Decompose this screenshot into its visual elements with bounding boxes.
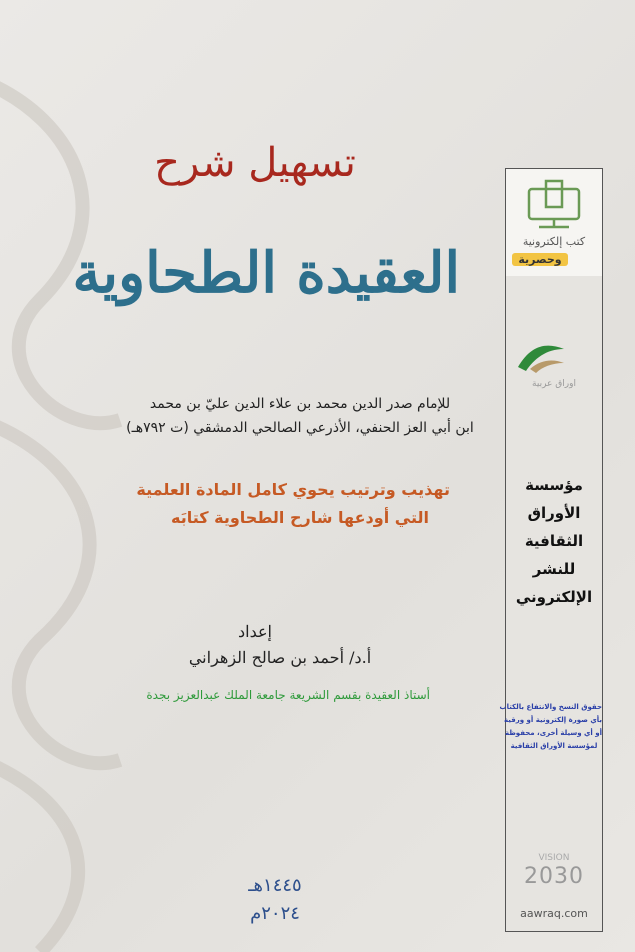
rights-line: بأي صورة إلكترونية أو ورقية bbox=[504, 716, 602, 724]
publisher-line: الثقافية bbox=[524, 532, 584, 550]
rights-line: أو أي وسيلة أخرى، محفوظة bbox=[504, 729, 602, 737]
editor-title: أستاذ العقيدة بقسم الشريعة جامعة الملك عبدالعزيز بجدة bbox=[146, 688, 430, 702]
prepared-by-label: إعداد bbox=[238, 622, 272, 641]
vision-label: VISION bbox=[538, 853, 570, 863]
rights-notice bbox=[499, 701, 602, 753]
subtitle-line2: التي أودعها شارح الطحاوية كتابَه bbox=[171, 508, 429, 527]
publisher-sidebar bbox=[499, 168, 603, 932]
rights-line: لمؤسسة الأوراق الثقافية bbox=[510, 742, 598, 750]
publisher-name bbox=[506, 471, 602, 611]
ebooks-label: كتب إلكترونية bbox=[522, 235, 586, 248]
ornament-decoration bbox=[0, 0, 150, 952]
awraq-logo-icon bbox=[516, 337, 566, 373]
publisher-line: الأوراق bbox=[527, 504, 581, 522]
rights-line: حقوق النسخ والانتفاع بالكتاب bbox=[499, 703, 602, 711]
ebooks-banner bbox=[506, 169, 602, 276]
computer-book-icon bbox=[524, 179, 584, 229]
website-link[interactable]: aawraq.com bbox=[520, 907, 588, 920]
author-line2: ابن أبي العز الحنفي، الأذرعي الصالحي الدمشقي (ت ٧٩٢هـ) bbox=[126, 420, 474, 436]
year-gregorian: ٢٠٢٤م bbox=[250, 903, 300, 924]
vision-year: 2030 bbox=[524, 864, 584, 889]
exclusive-badge: وحصرية bbox=[512, 253, 568, 266]
subtitle-line1: تهذيب وترتيب يحوي كامل المادة العلمية bbox=[136, 480, 450, 499]
editor-name: أ.د/ أحمد بن صالح الزهراني bbox=[188, 648, 372, 667]
publisher-line: للنشر bbox=[532, 560, 576, 578]
publisher-line: مؤسسة bbox=[525, 476, 583, 494]
awraq-logo-text: اوراق عربية bbox=[532, 379, 576, 389]
publisher-line: الإلكتروني bbox=[515, 588, 593, 606]
title-line1: تسهيل شرح bbox=[154, 140, 356, 186]
year-hijri: ١٤٤٥هـ bbox=[248, 875, 302, 896]
author-line1: للإمام صدر الدين محمد بن علاء الدين عليّ بن محمد bbox=[149, 396, 451, 412]
title-line2: العقيدة الطحاوية bbox=[72, 240, 460, 306]
